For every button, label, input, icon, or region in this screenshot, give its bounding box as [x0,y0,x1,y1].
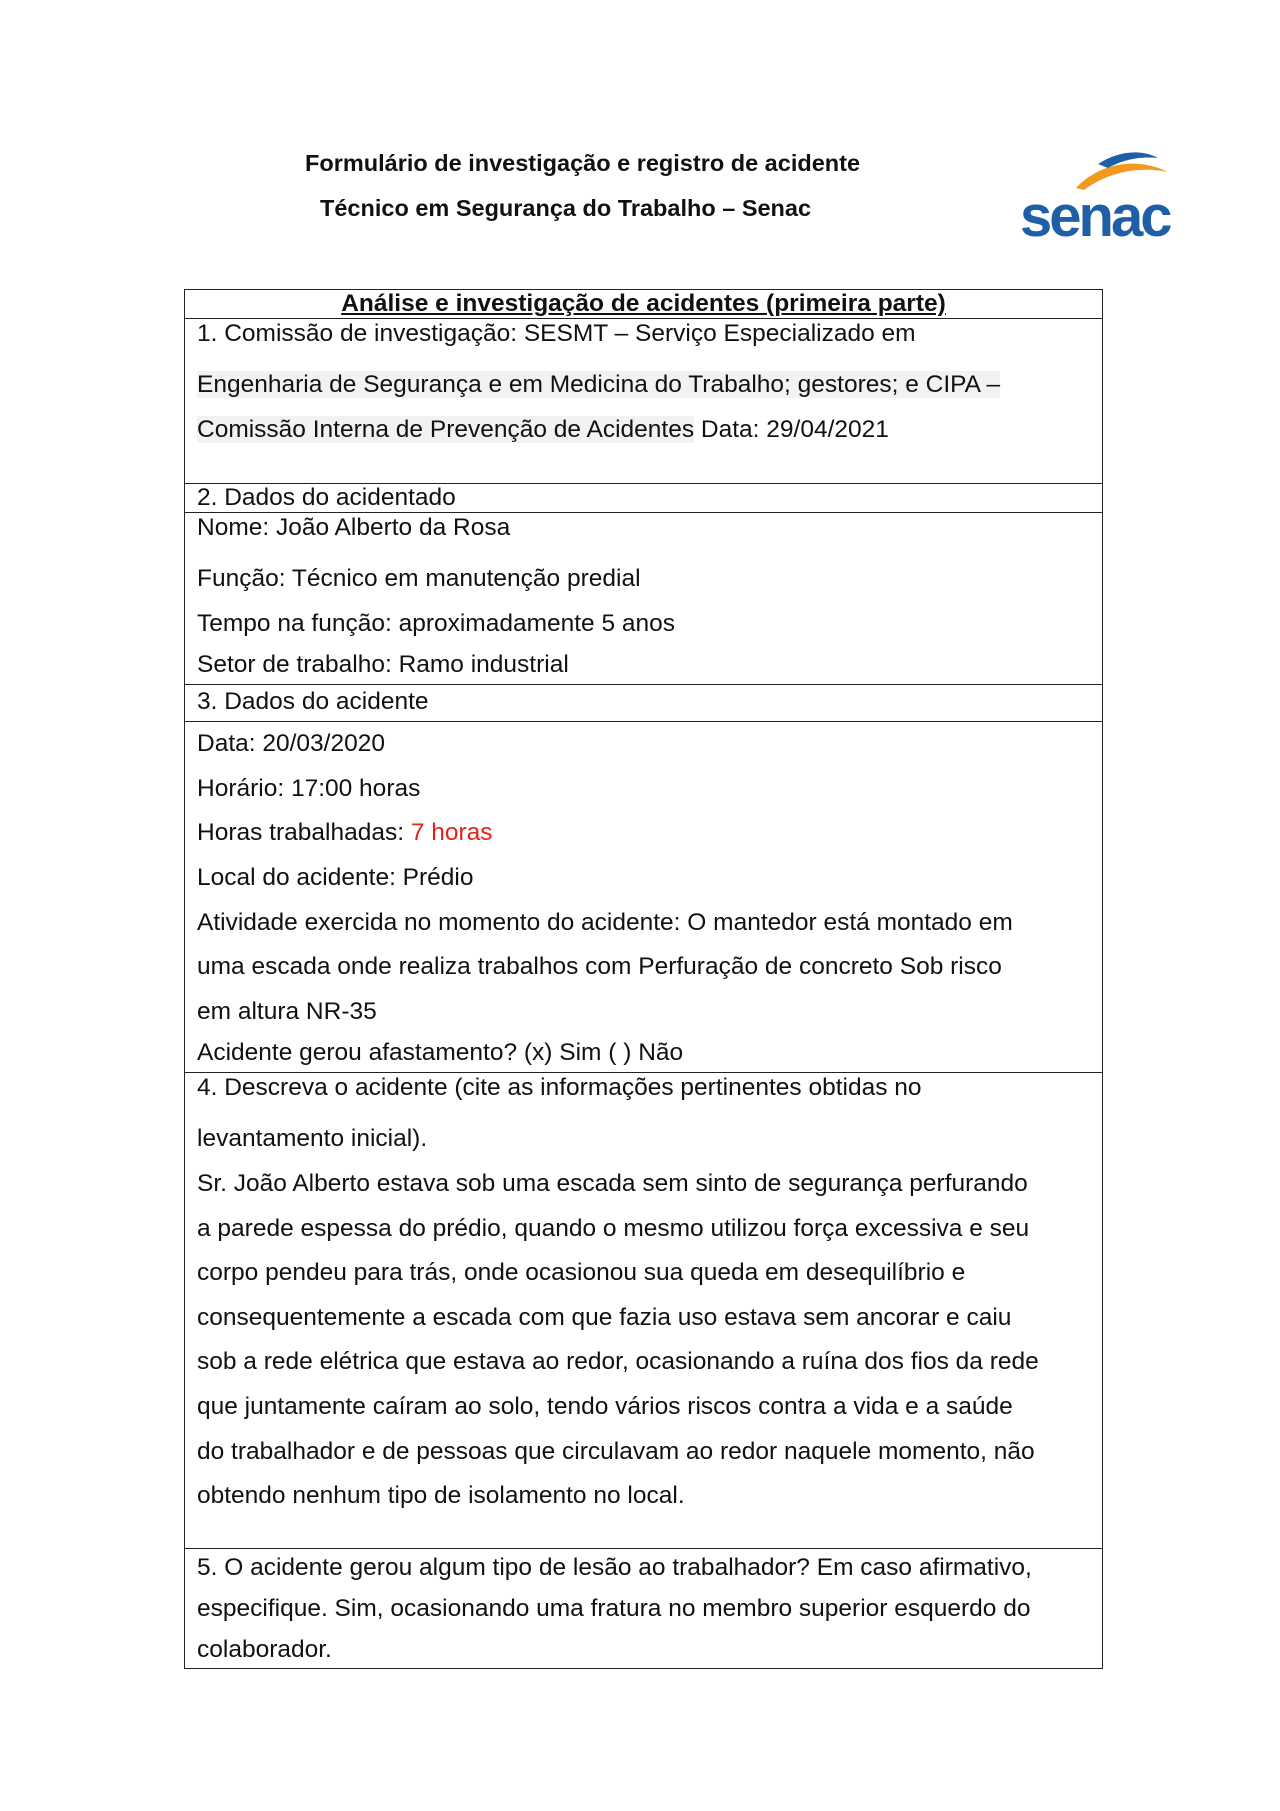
description-text: consequentemente a escada com que fazia uso estava sem ancorar e caiu [197,1303,1012,1331]
section-accident-label: 3. Dados do acidente [185,685,1103,722]
injury-text: especifique. Sim, ocasionando uma fratura no membro superior esquerdo do [197,1595,1031,1623]
document-subtitle: Técnico em Segurança do Trabalho – Senac [320,195,812,221]
description-text: que juntamente caíram ao solo, tendo vários riscos contra a vida e a saúde [197,1392,1013,1420]
section-accident-description [185,1073,1103,1549]
description-text: corpo pendeu para trás, onde ocasionou sua queda em desequilíbrio e [197,1259,966,1287]
section-investigation-committee [185,319,1103,484]
accident-activity: uma escada onde realiza trabalhos com Perfuração de concreto Sob risco [197,953,1002,981]
description-text: obtendo nenhum tipo de isolamento no local. [197,1482,685,1510]
section-injury [185,1549,1103,1669]
investigation-table [184,289,1103,1669]
committee-date: Data: 29/04/2021 [694,415,889,443]
injury-text: 5. O acidente gerou algum tipo de lesão ao trabalhador? Em caso afirmativo, [197,1554,1032,1582]
committee-line: Engenharia de Segurança e em Medicina do Trabalho; gestores; e CIPA – [197,371,1001,398]
logo-wordmark: senac [1020,184,1170,242]
accident-location: Local do acidente: Prédio [197,863,474,891]
description-text: sob a rede elétrica que estava ao redor, ocasionando a ruína dos fios da rede [197,1348,1039,1376]
hours-worked-value: 7 horas [410,819,493,847]
victim-role: Função: Técnico em manutenção predial [197,565,641,592]
hours-worked-label: Horas trabalhadas: [197,819,411,847]
accident-time: Horário: 17:00 horas [197,774,421,802]
description-text: Sr. João Alberto estava sob uma escada sem sinto de segurança perfurando [197,1169,1028,1197]
injury-text: colaborador. [197,1635,332,1663]
committee-line: Comissão Interna de Prevenção de Acidentes [197,415,695,443]
victim-sector: Setor de trabalho: Ramo industrial [197,651,569,679]
accident-activity: em altura NR-35 [197,997,377,1025]
section-accident-data [185,722,1103,1073]
description-text: a parede espessa do prédio, quando o mesmo utilizou força excessiva e seu [197,1214,1030,1242]
victim-tenure: Tempo na função: aproximadamente 5 anos [197,609,676,637]
victim-name: Nome: João Alberto da Rosa [197,514,511,541]
senac-logo [1018,150,1173,242]
accident-activity: Atividade exercida no momento do acidente: O mantedor está montado em [197,908,1013,936]
section-victim-data [185,513,1103,685]
document-title: Formulário de investigação e registro de acidente [305,150,861,176]
description-text: do trabalhador e de pessoas que circulavam ao redor naquele momento, não [197,1437,1035,1465]
description-question: levantamento inicial). [197,1125,428,1153]
accident-date: Data: 20/03/2020 [197,730,385,758]
section-victim-label: 2. Dados do acidentado [185,484,1103,513]
table-title: Análise e investigação de acidentes (primeira parte) [185,290,1103,319]
accident-leave: Acidente gerou afastamento? (x) Sim ( ) Não [197,1039,684,1067]
description-question: 4. Descreva o acidente (cite as informações pertinentes obtidas no [197,1074,922,1102]
committee-line: 1. Comissão de investigação: SESMT – Serviço Especializado em [197,320,916,347]
